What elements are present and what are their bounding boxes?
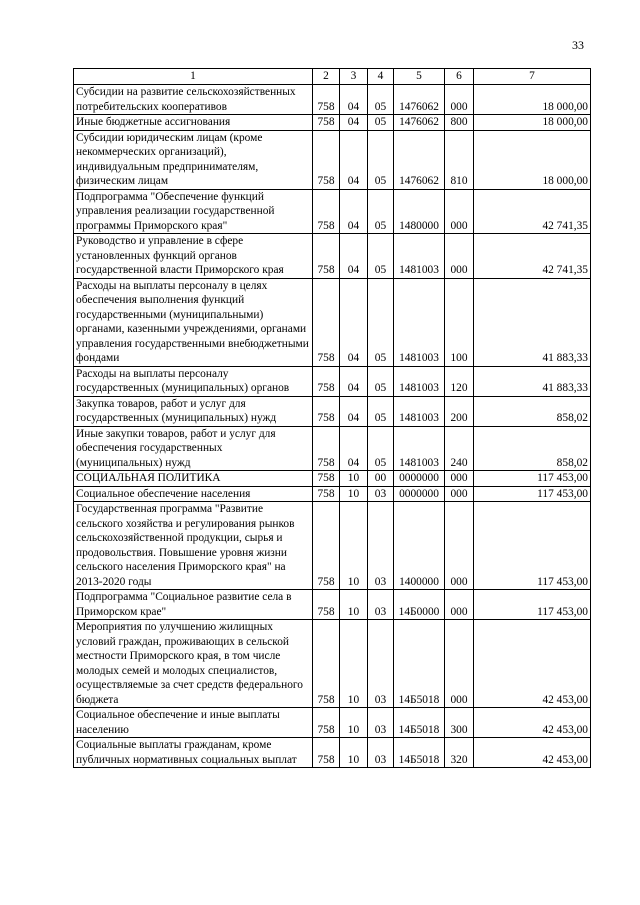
row-code-cell: 000 [445, 471, 474, 487]
row-code-cell: 14Б5018 [394, 620, 445, 708]
row-code-cell: 1481003 [394, 366, 445, 396]
row-code-cell: 758 [313, 620, 340, 708]
row-code-cell: 1400000 [394, 502, 445, 590]
header-cell: 3 [340, 69, 368, 85]
header-cell: 5 [394, 69, 445, 85]
header-cell: 7 [474, 69, 591, 85]
row-amount-cell: 18 000,00 [474, 130, 591, 189]
row-amount-cell: 117 453,00 [474, 471, 591, 487]
row-code-cell: 1480000 [394, 189, 445, 234]
row-amount-cell: 117 453,00 [474, 590, 591, 620]
row-name-cell: Руководство и управление в сфере установленных функций органов государственной власти Приморского края [74, 234, 313, 279]
row-code-cell: 05 [368, 130, 394, 189]
row-code-cell: 758 [313, 738, 340, 768]
row-code-cell: 1476062 [394, 130, 445, 189]
row-code-cell: 05 [368, 396, 394, 426]
row-code-cell: 04 [340, 130, 368, 189]
row-code-cell: 758 [313, 115, 340, 131]
row-code-cell: 04 [340, 234, 368, 279]
row-code-cell: 120 [445, 366, 474, 396]
row-name-cell: Расходы на выплаты персоналу государственных (муниципальных) органов [74, 366, 313, 396]
row-code-cell: 03 [368, 708, 394, 738]
row-code-cell: 000 [445, 85, 474, 115]
row-code-cell: 758 [313, 234, 340, 279]
row-code-cell: 05 [368, 85, 394, 115]
row-code-cell: 200 [445, 396, 474, 426]
row-name-cell: Государственная программа "Развитие сельского хозяйства и регулирования рынков сельскохозяйственной продукции, сырья и продовольствия. Повышение уровня жизни сельского населения Приморского края" на 2013-2020 годы [74, 502, 313, 590]
row-amount-cell: 41 883,33 [474, 278, 591, 366]
row-code-cell: 800 [445, 115, 474, 131]
row-code-cell: 000 [445, 234, 474, 279]
row-code-cell: 1476062 [394, 85, 445, 115]
row-code-cell: 05 [368, 426, 394, 471]
table-row [74, 189, 591, 234]
budget-table [73, 68, 591, 768]
row-code-cell: 758 [313, 396, 340, 426]
row-code-cell: 05 [368, 278, 394, 366]
row-amount-cell: 18 000,00 [474, 85, 591, 115]
row-code-cell: 05 [368, 234, 394, 279]
row-code-cell: 320 [445, 738, 474, 768]
row-name-cell: Социальное обеспечение и иные выплаты населению [74, 708, 313, 738]
row-code-cell: 758 [313, 486, 340, 502]
row-code-cell: 758 [313, 366, 340, 396]
row-name-cell: Субсидии на развитие сельскохозяйственных потребительских кооперативов [74, 85, 313, 115]
row-name-cell: Расходы на выплаты персоналу в целях обеспечения выполнения функций государственными (муниципальными) органами, казенными учреждениями, органами управления государственными внебюджетными фондами [74, 278, 313, 366]
table-row [74, 471, 591, 487]
row-code-cell: 05 [368, 366, 394, 396]
row-amount-cell: 18 000,00 [474, 115, 591, 131]
row-amount-cell: 858,02 [474, 426, 591, 471]
row-code-cell: 810 [445, 130, 474, 189]
row-code-cell: 1476062 [394, 115, 445, 131]
row-name-cell: СОЦИАЛЬНАЯ ПОЛИТИКА [74, 471, 313, 487]
row-code-cell: 10 [340, 708, 368, 738]
row-code-cell: 758 [313, 189, 340, 234]
row-name-cell: Подпрограмма "Обеспечение функций управления реализации государственной программы Приморского края" [74, 189, 313, 234]
row-code-cell: 758 [313, 130, 340, 189]
row-amount-cell: 858,02 [474, 396, 591, 426]
row-amount-cell: 42 741,35 [474, 189, 591, 234]
row-code-cell: 000 [445, 590, 474, 620]
row-code-cell: 1481003 [394, 396, 445, 426]
table-row [74, 234, 591, 279]
row-name-cell: Закупка товаров, работ и услуг для государственных (муниципальных) нужд [74, 396, 313, 426]
page-number: 33 [572, 38, 584, 52]
row-code-cell: 758 [313, 708, 340, 738]
table-row [74, 85, 591, 115]
table-row [74, 738, 591, 768]
row-code-cell: 04 [340, 396, 368, 426]
row-code-cell: 04 [340, 426, 368, 471]
table-row [74, 426, 591, 471]
row-code-cell: 04 [340, 115, 368, 131]
row-code-cell: 03 [368, 590, 394, 620]
table-row [74, 278, 591, 366]
row-code-cell: 14Б5018 [394, 738, 445, 768]
row-code-cell: 14Б5018 [394, 708, 445, 738]
row-code-cell: 04 [340, 85, 368, 115]
row-code-cell: 10 [340, 471, 368, 487]
header-cell: 1 [74, 69, 313, 85]
row-code-cell: 000 [445, 486, 474, 502]
row-code-cell: 03 [368, 620, 394, 708]
row-code-cell: 000 [445, 620, 474, 708]
row-code-cell: 04 [340, 189, 368, 234]
table-row [74, 115, 591, 131]
row-code-cell: 758 [313, 85, 340, 115]
row-code-cell: 1481003 [394, 278, 445, 366]
row-amount-cell: 117 453,00 [474, 486, 591, 502]
row-amount-cell: 117 453,00 [474, 502, 591, 590]
row-code-cell: 100 [445, 278, 474, 366]
table-row [74, 130, 591, 189]
row-code-cell: 03 [368, 502, 394, 590]
row-code-cell: 10 [340, 590, 368, 620]
row-code-cell: 10 [340, 738, 368, 768]
row-name-cell: Иные бюджетные ассигнования [74, 115, 313, 131]
row-code-cell: 05 [368, 115, 394, 131]
row-name-cell: Социальное обеспечение населения [74, 486, 313, 502]
header-row [74, 69, 591, 85]
row-code-cell: 1481003 [394, 426, 445, 471]
row-name-cell: Иные закупки товаров, работ и услуг для обеспечения государственных (муниципальных) нужд [74, 426, 313, 471]
table-row [74, 708, 591, 738]
row-amount-cell: 42 453,00 [474, 708, 591, 738]
row-code-cell: 758 [313, 426, 340, 471]
table-row [74, 486, 591, 502]
table-row [74, 620, 591, 708]
row-code-cell: 14Б0000 [394, 590, 445, 620]
row-code-cell: 10 [340, 502, 368, 590]
row-amount-cell: 41 883,33 [474, 366, 591, 396]
row-code-cell: 000 [445, 502, 474, 590]
row-amount-cell: 42 453,00 [474, 620, 591, 708]
row-name-cell: Мероприятия по улучшению жилищных условий граждан, проживающих в сельской местности Приморского края, в том числе молодых семей и молодых специалистов, осуществляемые за счет средств федерального бюджета [74, 620, 313, 708]
table-row [74, 366, 591, 396]
row-name-cell: Подпрограмма "Социальное развитие села в Приморском крае" [74, 590, 313, 620]
row-code-cell: 10 [340, 486, 368, 502]
row-code-cell: 758 [313, 471, 340, 487]
table-row [74, 502, 591, 590]
row-code-cell: 03 [368, 486, 394, 502]
row-code-cell: 758 [313, 502, 340, 590]
row-code-cell: 0000000 [394, 471, 445, 487]
row-code-cell: 04 [340, 278, 368, 366]
row-code-cell: 1481003 [394, 234, 445, 279]
table-row [74, 396, 591, 426]
row-code-cell: 240 [445, 426, 474, 471]
row-code-cell: 0000000 [394, 486, 445, 502]
row-code-cell: 05 [368, 189, 394, 234]
row-code-cell: 758 [313, 590, 340, 620]
row-amount-cell: 42 741,35 [474, 234, 591, 279]
row-code-cell: 00 [368, 471, 394, 487]
table-row [74, 590, 591, 620]
row-name-cell: Социальные выплаты гражданам, кроме публичных нормативных социальных выплат [74, 738, 313, 768]
header-cell: 6 [445, 69, 474, 85]
row-code-cell: 758 [313, 278, 340, 366]
row-code-cell: 10 [340, 620, 368, 708]
header-cell: 4 [368, 69, 394, 85]
row-amount-cell: 42 453,00 [474, 738, 591, 768]
row-code-cell: 04 [340, 366, 368, 396]
row-code-cell: 000 [445, 189, 474, 234]
row-code-cell: 300 [445, 708, 474, 738]
row-name-cell: Субсидии юридическим лицам (кроме некоммерческих организаций), индивидуальным предпринимателям, физическим лицам [74, 130, 313, 189]
header-cell: 2 [313, 69, 340, 85]
row-code-cell: 03 [368, 738, 394, 768]
